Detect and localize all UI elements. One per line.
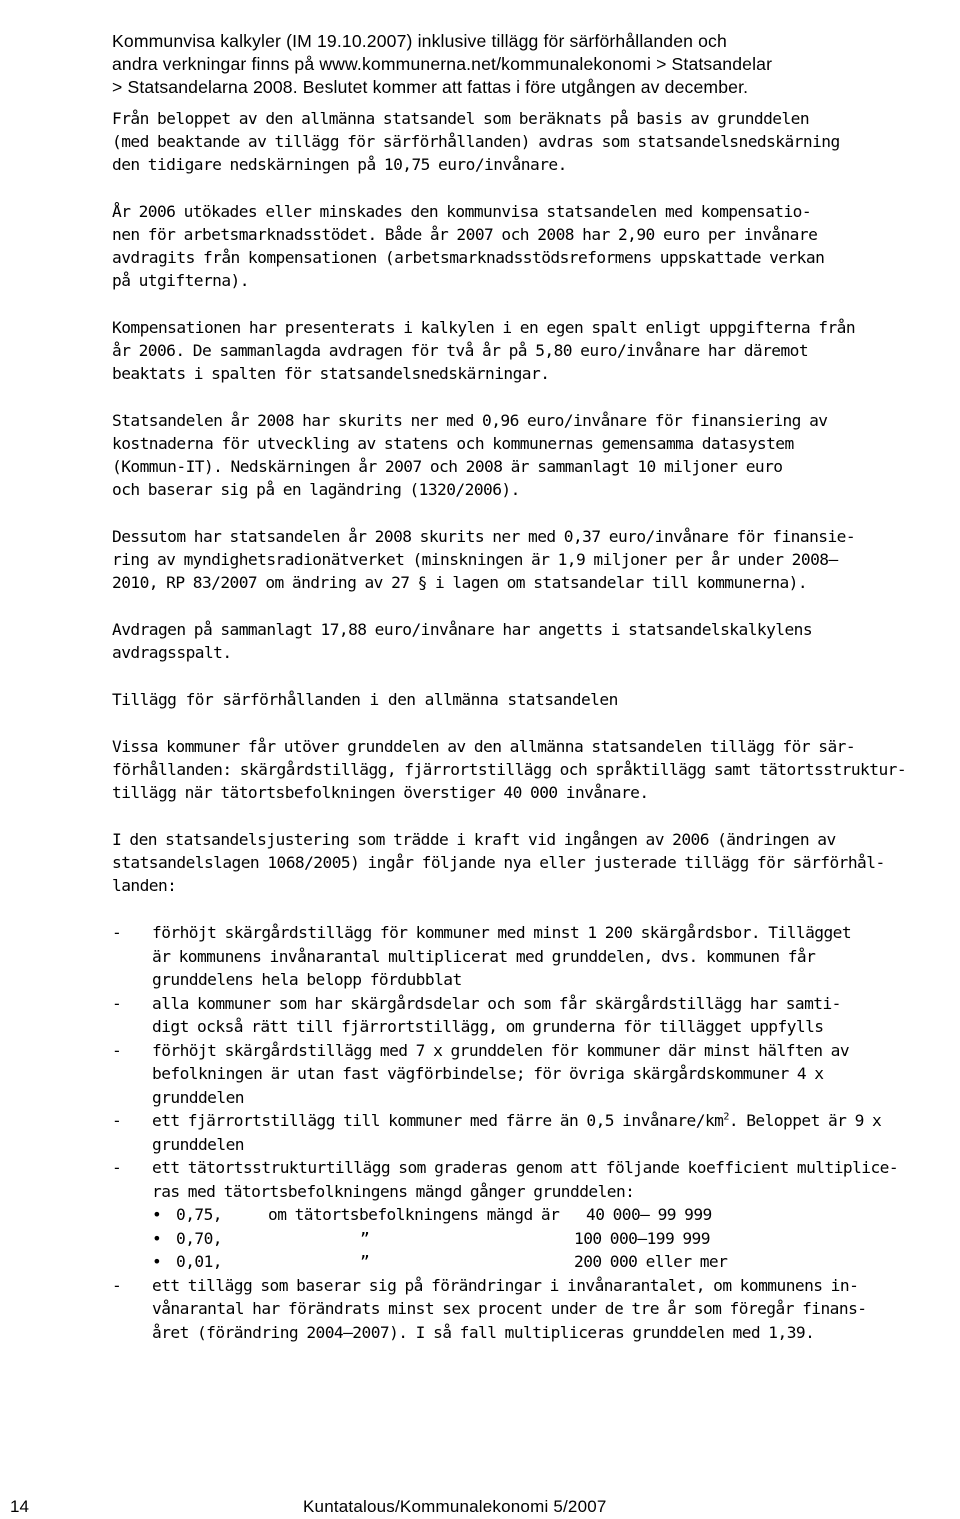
intro-paragraph (112, 30, 950, 99)
text-line: Dessutom har statsandelen år 2008 skurits ner med 0,37 euro/invånare för finansie- (112, 527, 856, 546)
population-range: 100 000–199 999 (574, 1228, 710, 1248)
list-item (112, 1274, 950, 1345)
text-line: alla kommuner som har skärgårdsdelar och som får skärgårdstillägg har samti- (152, 993, 841, 1013)
text-line: 2010, RP 83/2007 om ändring av 27 § i lagen om statsandelar till kommunerna). (112, 573, 808, 592)
intro-line: andra verkningar finns på www.kommunerna.net/kommunalekonomi > Statsandelar (112, 54, 773, 74)
paragraph-total-deduction (112, 618, 950, 664)
publication-name: Kuntatalous/Kommunalekonomi 5/2007 (303, 1497, 607, 1516)
text-line: Kompensationen har presenterats i kalkylen i en egen spalt enligt uppgifterna från (112, 318, 856, 337)
list-item (112, 1156, 950, 1274)
text-line: och baserar sig på en lagändring (1320/2006). (112, 480, 520, 499)
coefficient-value: 0,70, (176, 1228, 222, 1248)
text-line: År 2006 utökades eller minskades den kommunvisa statsandelen med kompensatio- (112, 202, 812, 221)
list-item (112, 921, 950, 992)
coefficient-value: 0,75, (176, 1205, 222, 1224)
text-line: förhöjt skärgårdstillägg med 7 x grunddelen för kommuner där minst hälften av (152, 1040, 850, 1060)
page-number: 14 (10, 1497, 29, 1516)
text-line: (Kommun-IT). Nedskärningen år 2007 och 2008 är sammanlagt 10 miljoner euro (112, 457, 783, 476)
text-line: grunddelen (152, 1134, 244, 1154)
text-line: I den statsandelsjustering som trädde i kraft vid ingången av 2006 (ändringen av (112, 830, 836, 849)
paragraph-kommun-it (112, 409, 950, 501)
text-segment: . Beloppet är 9 x (728, 1111, 882, 1130)
text-line: Från beloppet av den allmänna statsandel som beräknats på basis av grunddelen (112, 109, 810, 128)
document-page (112, 30, 950, 1344)
text-line: vånarantal har förändrats minst sex procent under de tre år som föregår finans- (152, 1299, 867, 1318)
text-line: ring av myndighetsradionätverket (minskningen är 1,9 miljoner per år under 2008– (112, 550, 838, 569)
text-line: ett tillägg som baserar sig på förändringar i invånarantalet, om kommunens in- (152, 1275, 859, 1295)
text-line: Statsandelen år 2008 har skurits ner med 0,96 euro/invånare för finansiering av (112, 411, 828, 430)
dash-marker: - (112, 1040, 122, 1060)
text-line: grunddelen (152, 1087, 244, 1107)
dash-marker: - (112, 923, 122, 942)
text-line: kostnaderna för utveckling av statens och kommunernas gemensamma datasystem (112, 434, 794, 453)
text-line: den tidigare nedskärningen på 10,75 euro/invånare. (112, 155, 567, 174)
paragraph-deduction (112, 107, 950, 176)
text-line: år 2006. De sammanlagda avdragen för två år på 5,80 euro/invånare har däremot (112, 341, 809, 360)
intro-line: Kommunvisa kalkyler (IM 19.10.2007) inklusive tillägg för särförhållanden och (112, 31, 727, 51)
paragraph-special-supplements (112, 735, 950, 804)
coefficient-item (152, 1227, 950, 1251)
text-line: Vissa kommuner får utöver grunddelen av den allmänna statsandelen tillägg för sär- (112, 737, 856, 756)
intro-line: > Statsandelarna 2008. Beslutet kommer att fattas i före utgången av december. (112, 77, 749, 97)
supplement-list (112, 921, 950, 1344)
text-line: befolkningen är utan fast vägförbindelse; för övriga skärgårdskommuner 4 x (152, 1064, 824, 1083)
paragraph-compensation-2006 (112, 200, 950, 292)
ditto-mark: ” (360, 1228, 370, 1248)
text-line: landen: (112, 876, 177, 895)
text-line: (med beaktande av tillägg för särförhållanden) avdras som statsandelsnedskärning (112, 132, 840, 151)
text-line: ras med tätortsbefolkningens mängd gånger grunddelen: (152, 1181, 635, 1201)
ditto-mark: ” (360, 1252, 370, 1271)
text-line: digt också rätt till fjärrortstillägg, om grunderna för tillägget uppfylls (152, 1017, 824, 1036)
bullet-marker: • (152, 1252, 162, 1271)
text-line: ett tätortsstrukturtillägg som graderas genom att följande koefficient multiplice- (152, 1158, 899, 1177)
text-line (152, 1109, 950, 1133)
list-item (112, 1109, 950, 1156)
text-line: tillägg när tätortsbefolkningen överstiger 40 000 invånare. (112, 783, 649, 802)
coefficient-item (152, 1250, 950, 1274)
text-segment: ett fjärrortstillägg till kommuner med färre än 0,5 invånare/km (152, 1111, 724, 1130)
bullet-marker: • (152, 1228, 162, 1248)
text-line: Avdragen på sammanlagt 17,88 euro/invånare har angetts i statsandelskalkylens (112, 620, 813, 639)
coefficient-value: 0,01, (176, 1252, 222, 1271)
text-line: är kommunens invånarantal multiplicerat med grunddelen, dvs. kommunen får (152, 946, 816, 966)
coefficient-description: om tätortsbefolkningens mängd är (268, 1205, 560, 1224)
coefficient-item (152, 1203, 950, 1227)
text-line: på utgifterna). (112, 271, 249, 290)
dash-marker: - (112, 1275, 122, 1295)
text-line: året (förändring 2004–2007). I så fall multipliceras grunddelen med 1,39. (152, 1322, 815, 1342)
section-heading: Tillägg för särförhållanden i den allmänna statsandelen (112, 690, 618, 709)
population-range: 200 000 eller mer (574, 1252, 728, 1271)
dash-marker: - (112, 993, 122, 1013)
paragraph-adjustment-2006 (112, 828, 950, 897)
text-line: avdragits från kompensationen (arbetsmarknadsstödsreformens uppskattade verkan (112, 248, 825, 267)
dash-marker: - (112, 1158, 122, 1177)
text-line: statsandelslagen 1068/2005) ingår följande nya eller justerade tillägg för särförhål- (112, 853, 885, 872)
superscript: 2 (723, 1111, 729, 1123)
text-line: beaktats i spalten för statsandelsnedskärningar. (112, 364, 550, 383)
paragraph-radio-network (112, 525, 950, 594)
text-line: förhållanden: skärgårdstillägg, fjärrortstillägg och språktillägg samt tätortsstruktur- (112, 760, 907, 779)
text-line: grunddelens hela belopp fördubblat (152, 970, 462, 989)
bullet-marker: • (152, 1205, 162, 1224)
text-line: avdragsspalt. (112, 643, 232, 662)
text-line: nen för arbetsmarknadsstödet. Både år 2007 och 2008 har 2,90 euro per invånare (112, 225, 818, 244)
text-line: förhöjt skärgårdstillägg för kommuner med minst 1 200 skärgårdsbor. Tillägget (152, 923, 852, 942)
list-item (112, 1039, 950, 1110)
list-item (112, 992, 950, 1039)
coefficient-list (152, 1203, 950, 1274)
dash-marker: - (112, 1111, 122, 1130)
population-range: 40 000– 99 999 (586, 1205, 712, 1224)
paragraph-compensation-column (112, 316, 950, 385)
